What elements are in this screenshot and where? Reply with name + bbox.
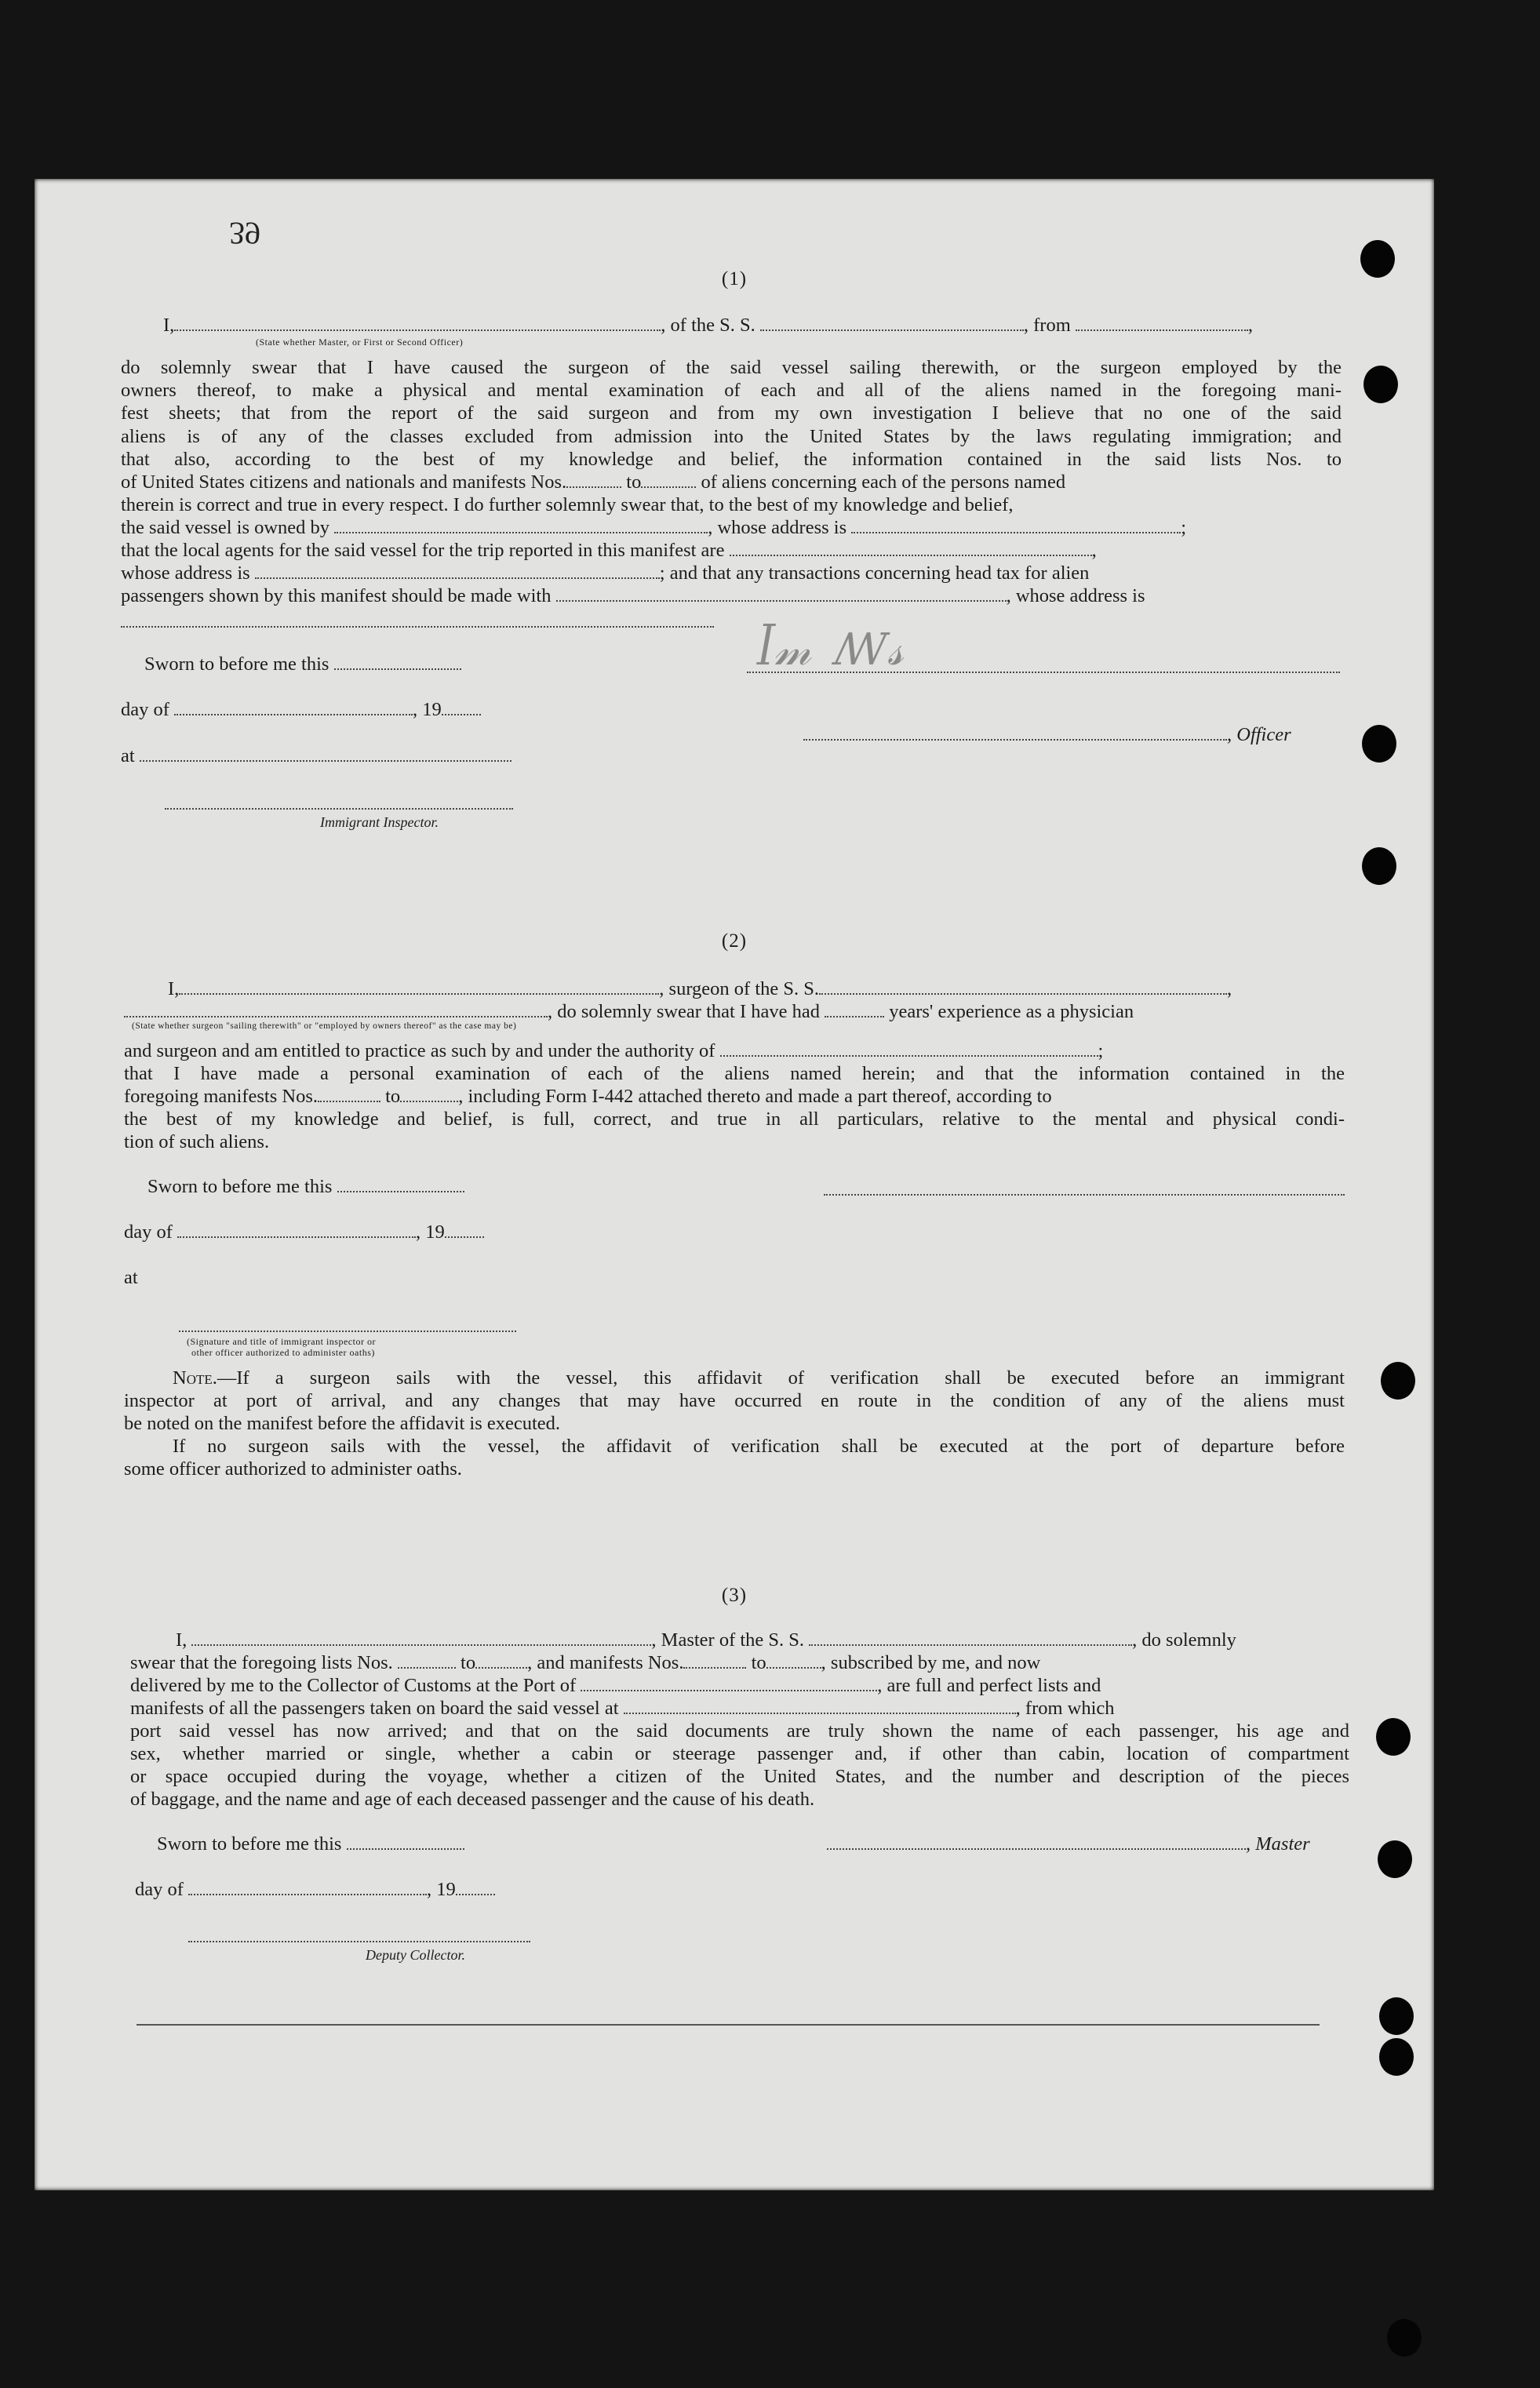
section-2-at: at — [124, 1267, 138, 1288]
section-2-note-p2-end: some officer authorized to administer oaths. — [124, 1458, 462, 1480]
section-2-line-3: and surgeon and am entitled to practice as such by and under the authority of ; — [124, 1040, 1104, 1061]
section-3-line-4: manifests of all the passengers taken on board the said vessel at , from which — [130, 1698, 1115, 1719]
document-sheet — [35, 179, 1434, 2190]
section-2-line-1: I, , surgeon of the S. S. , — [168, 978, 1232, 999]
section-3-number: (3) — [721, 1585, 748, 1606]
punch-hole — [1379, 1997, 1414, 2035]
punch-hole — [1362, 725, 1396, 763]
section-1-line-11: passengers shown by this manifest should be made with , whose address is — [121, 585, 1145, 606]
section-3-day: day of , 19 — [135, 1878, 495, 1901]
punch-hole — [1363, 366, 1398, 403]
section-1-day: day of , 19 — [121, 698, 481, 721]
section-1-signature-line — [747, 672, 1340, 673]
signature-scribble: ꟾ𝓂 ꟿ𝓈 — [752, 624, 915, 675]
punch-hole — [1378, 1840, 1412, 1878]
section-1-paragraph: do solemnly swear that I have caused the surgeon of the said vessel sailing therewith, or the surgeon employed by the owners thereof, to make a physical and mental examination of each and all of the aliens named in the foregoing mani- fest sheets; that from the report of the said surgeon and from my own investigation I believe that no one of the said aliens is of any of the classes excluded from admission into the United States by the laws regulating immigration; and that also, according to the best of my knowledge and belief, the information contained in the said lists Nos. to — [121, 357, 1342, 470]
section-2-sig-note-2: other officer authorized to administer oaths) — [191, 1347, 375, 1358]
punch-hole — [1387, 2319, 1422, 2357]
section-1-number: (1) — [721, 268, 748, 289]
section-1-line-6: of United States citizens and nationals and manifests Nos. to of aliens concerning each of the persons named — [121, 471, 1066, 493]
section-1-line-9: that the local agents for the said vessel for the trip reported in this manifest are , — [121, 540, 1097, 561]
section-1-continuation-line — [121, 626, 714, 628]
punch-hole — [1381, 1362, 1415, 1400]
section-2-surgeon-note: (State whether surgeon "sailing therewith" or "employed by owners thereof" as the case may be) — [132, 1021, 517, 1031]
punch-hole — [1376, 1718, 1411, 1756]
section-2-line-4: that I have made a personal examination of each of the aliens named herein; and that the information contained in the — [124, 1063, 1345, 1084]
section-1-officer: , Officer — [803, 723, 1291, 746]
section-1-line-1: I, , of the S. S. , from , — [163, 315, 1254, 336]
page-number: 39 — [229, 216, 260, 251]
section-2-line-6: the best of my knowledge and belief, is full, correct, and true in all particulars, relative to the mental and physical condi- — [124, 1108, 1345, 1130]
section-1-line-8: the said vessel is owned by , whose address is ; — [121, 517, 1187, 538]
section-2-signature-line — [824, 1194, 1345, 1196]
punch-hole — [1379, 2038, 1414, 2076]
punch-hole — [1362, 847, 1396, 885]
section-3-sworn: Sworn to before me this — [157, 1833, 464, 1855]
section-3-line-3: delivered by me to the Collector of Customs at the Port of , are full and perfect lists and — [130, 1675, 1101, 1696]
section-2-inspector-line — [179, 1331, 516, 1332]
section-1-line-7: therein is correct and true in every respect. I do further solemnly swear that, to the best of my knowledge and belief, — [121, 494, 1014, 515]
section-2-line-7: tion of such aliens. — [124, 1131, 270, 1152]
section-1-officer-note: (State whether Master, or First or Second Officer) — [256, 337, 464, 348]
bottom-rule — [137, 2024, 1320, 2026]
section-2-day: day of , 19 — [124, 1221, 484, 1243]
section-3-line-1: I, , Master of the S. S. , do solemnly — [176, 1629, 1236, 1651]
section-2-number: (2) — [721, 930, 748, 952]
section-1-sworn: Sworn to before me this — [144, 653, 461, 675]
section-2-note-p2: If no surgeon sails with the vessel, the affidavit of verification shall be executed at the port of departure before — [173, 1436, 1345, 1457]
section-3-master: , Master — [827, 1833, 1310, 1855]
section-1-inspector-line — [165, 808, 513, 810]
section-3-line-8: of baggage, and the name and age of each deceased passenger and the cause of his death. — [130, 1789, 815, 1810]
section-2-sig-note-1: (Signature and title of immigrant inspector or — [187, 1336, 376, 1347]
section-2-note-p1-end: be noted on the manifest before the affidavit is executed. — [124, 1413, 561, 1434]
section-1-at: at — [121, 744, 512, 767]
section-3-collector-line — [188, 1941, 530, 1942]
section-2-sworn: Sworn to before me this — [147, 1175, 464, 1198]
section-3-paragraph: port said vessel has now arrived; and that on the said documents are truly shown the name of each passenger, his age and sex, whether married or single, whether a cabin or steerage passenger and, if other than cabin, location of compartment or space occupied during the voyage, whether a citizen of the United States, and the number and description of the pieces — [130, 1720, 1349, 1788]
section-2-line-5: foregoing manifests Nos. to , including Form I-442 attached thereto and made a part thereof, according to — [124, 1086, 1052, 1107]
section-1-inspector-label: Immigrant Inspector. — [320, 814, 439, 830]
section-1-line-10: whose address is ; and that any transactions concerning head tax for alien — [121, 562, 1090, 584]
section-3-line-2: swear that the foregoing lists Nos. to , and manifests Nos. to , subscribed by me, and now — [130, 1652, 1041, 1673]
section-2-line-2: , do solemnly swear that I have had years' experience as a physician — [124, 1000, 1134, 1023]
section-2-note-p1: Note.—If a surgeon sails with the vessel, this affidavit of verification shall be executed before an immigrant inspector at port of arrival, and any changes that may have occurred en route in the condition of any of the aliens must — [124, 1367, 1345, 1412]
section-3-collector-label: Deputy Collector. — [366, 1947, 465, 1963]
